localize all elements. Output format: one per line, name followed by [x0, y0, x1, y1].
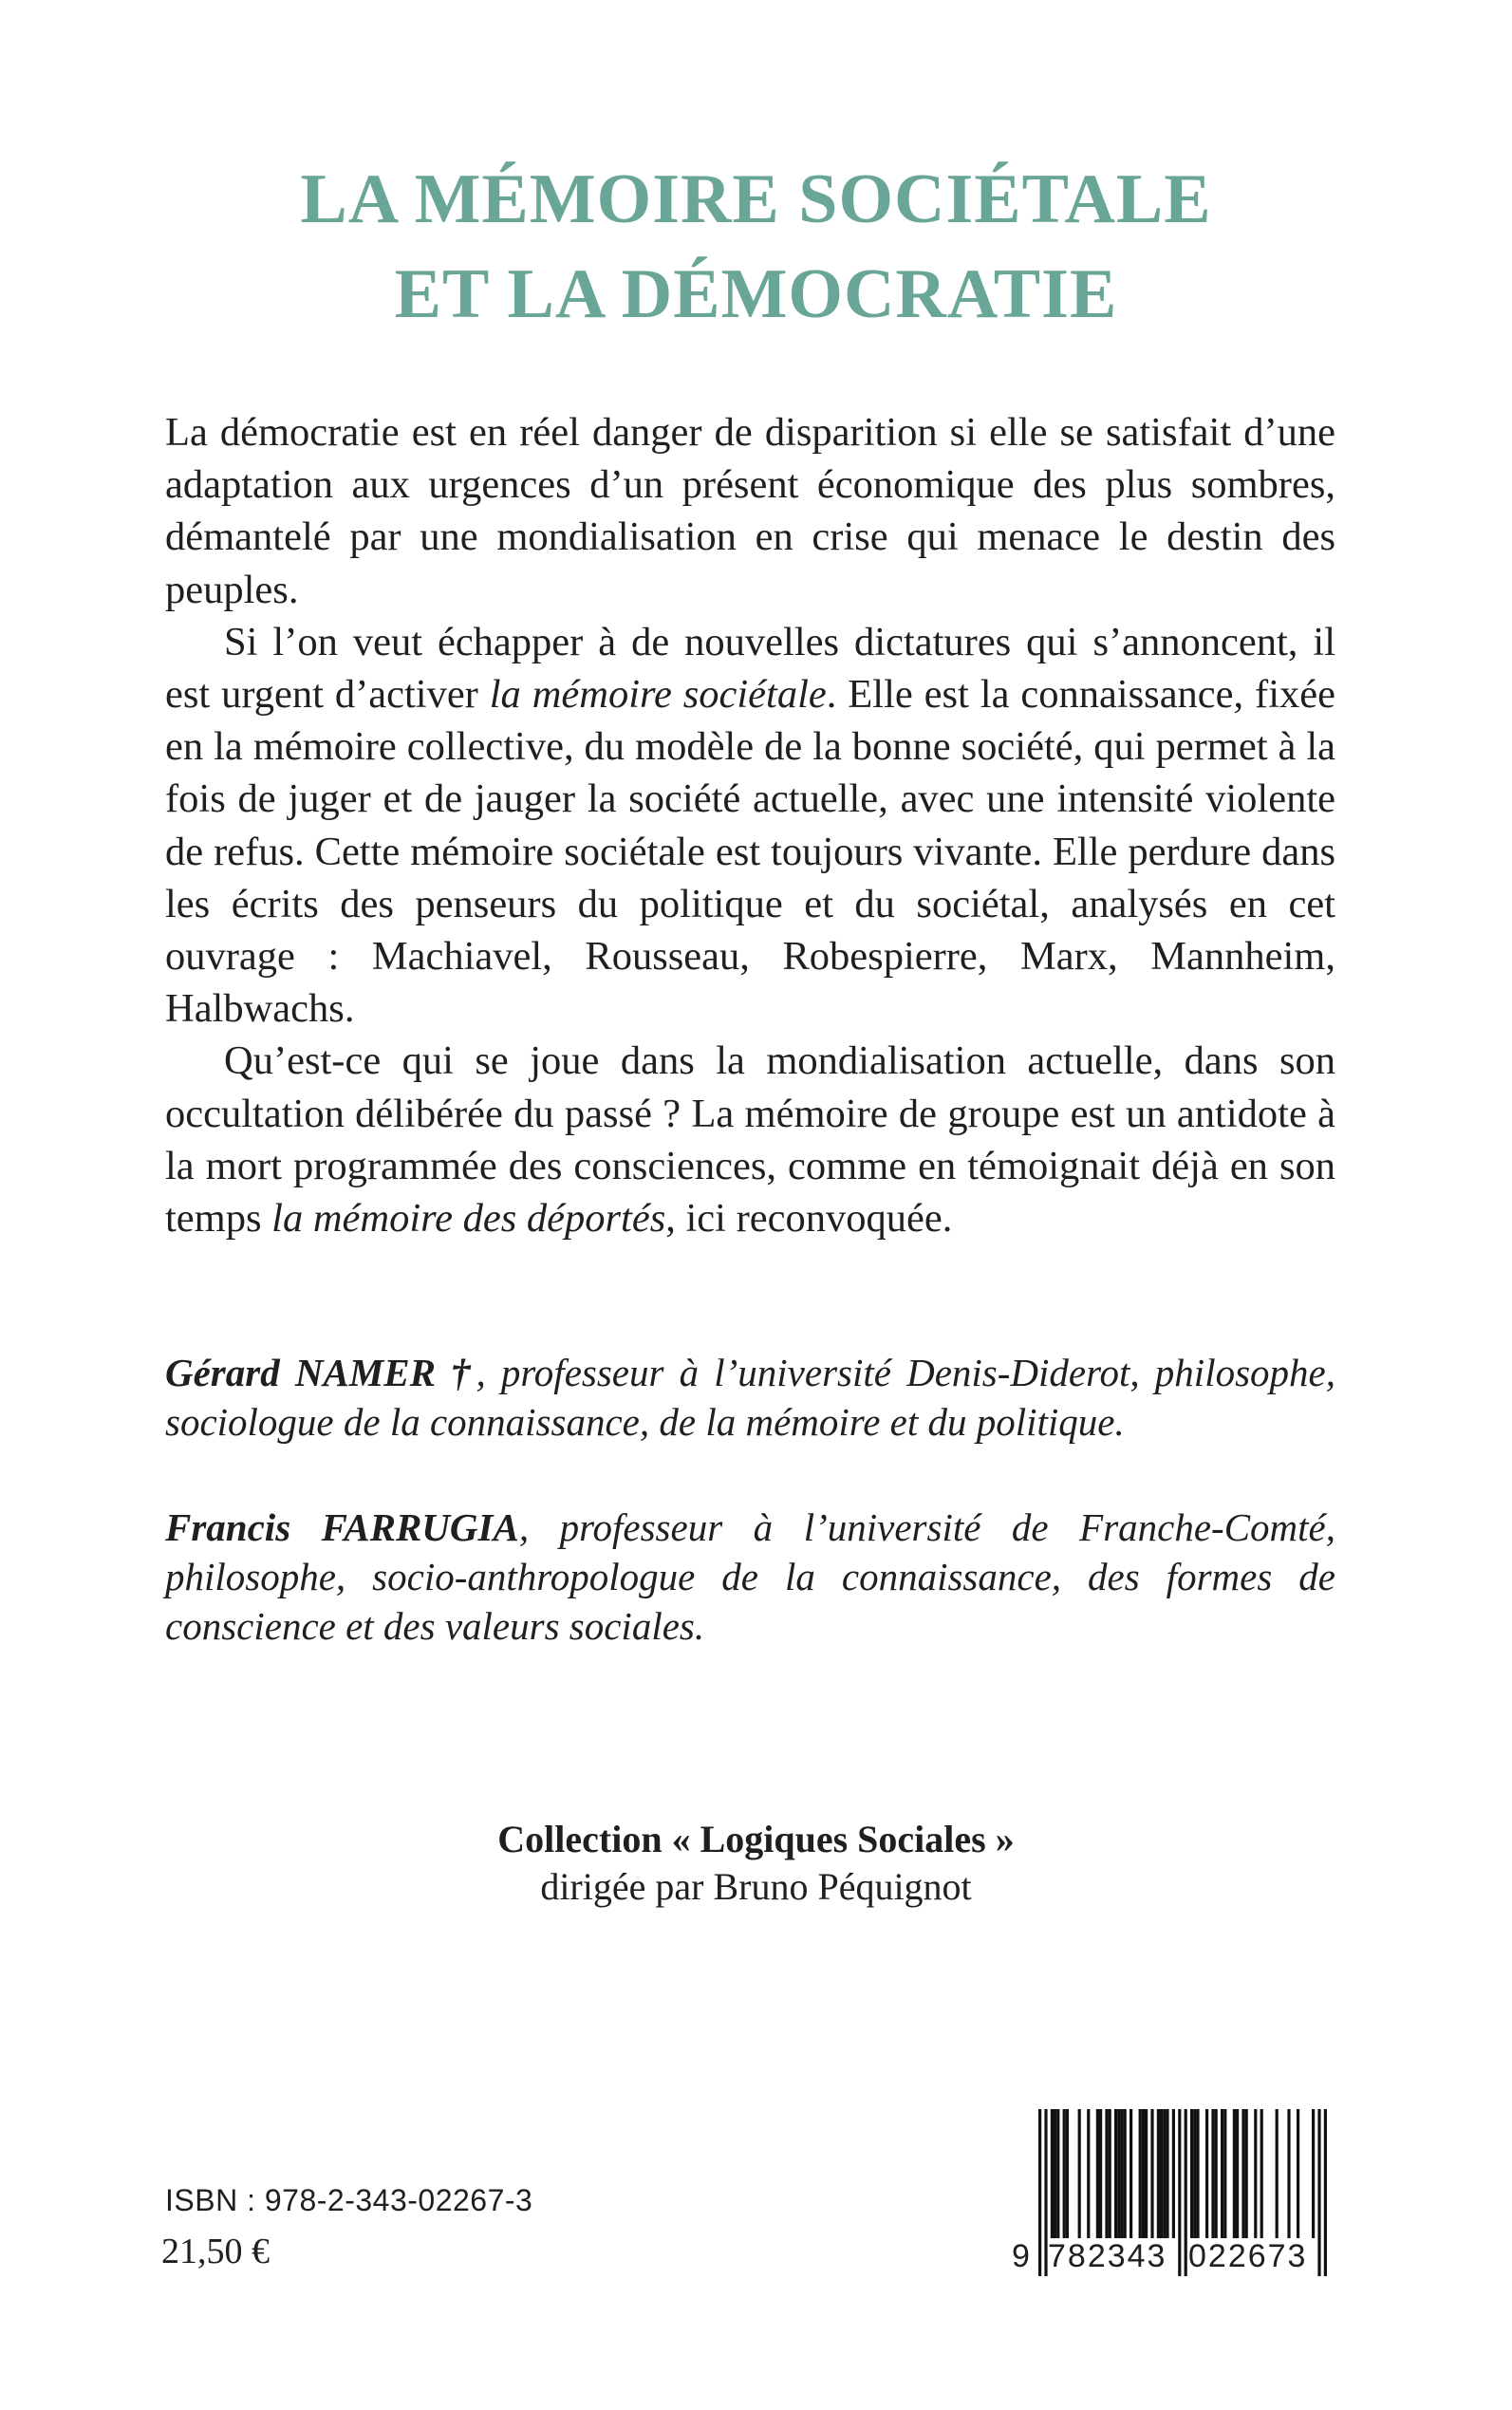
barcode-bar [1120, 2109, 1123, 2238]
barcode-bar [1233, 2109, 1236, 2238]
barcode-bar [1276, 2109, 1279, 2238]
barcode-bar [1215, 2109, 1218, 2238]
barcode-bar [1163, 2109, 1166, 2238]
author-description: , professeur à l’université de Franche-Comté, philosophe, socio-anthropologue de la connaissance, des formes de conscience et des valeurs sociales. [165, 1505, 1335, 1648]
barcode-bar [1087, 2109, 1090, 2238]
barcode-bar [1114, 2109, 1117, 2238]
barcode-bar [1063, 2109, 1066, 2238]
price: 21,50 € [161, 2232, 270, 2271]
barcode-bar [1038, 2109, 1041, 2276]
author-bio-namer [165, 1348, 1335, 1447]
barcode-bar [1129, 2109, 1132, 2238]
barcode-bar [1150, 2109, 1153, 2238]
barcode-bar [1066, 2109, 1069, 2238]
barcode-bar [1317, 2109, 1320, 2276]
barcode-bar [1236, 2109, 1239, 2238]
barcode-bar [1109, 2109, 1111, 2238]
barcode-bar [1056, 2109, 1059, 2238]
barcode-bar [1193, 2109, 1196, 2238]
collection-info [0, 1816, 1512, 1911]
barcode-bar [1099, 2109, 1102, 2238]
blurb-paragraph-2 [165, 616, 1335, 1036]
barcode-right-group: 022673 [1188, 2238, 1308, 2274]
barcode-bar [1241, 2109, 1244, 2238]
isbn: ISBN : 978-2-343-02267-3 [165, 2183, 533, 2217]
blurb-p3-emphasis: la mémoire des déportés [271, 1196, 666, 1242]
barcode-bar [1297, 2109, 1299, 2238]
blurb-p3-part-a: Qu’est-ce qui se joue dans la mondialisation actuelle, dans son occultation délibérée du passé ? La mémoire de groupe est un antidote à la mort programmée des consciences, comme en témoignait déjà en son temps [165, 1038, 1335, 1242]
barcode-bar [1139, 2109, 1142, 2238]
barcode-first-digit: 9 [1012, 2238, 1032, 2274]
barcode-bar [1166, 2109, 1168, 2238]
barcode-bar [1051, 2109, 1054, 2238]
barcode-bar [1054, 2109, 1056, 2238]
book-title [0, 152, 1512, 342]
barcode-bar [1185, 2109, 1187, 2276]
barcode-bar [1211, 2109, 1214, 2238]
blurb-paragraph-1: La démocratie est en réel danger de disparition si elle se satisfait d’une adaptation aux urgences d’un présent économique des plus sombres, démantelé par une mondialisation en crise qui menace le destin des peuples. [165, 410, 1335, 612]
author-name: Francis FARRUGIA [165, 1505, 519, 1549]
barcode-bar [1124, 2109, 1127, 2238]
barcode-bar [1117, 2109, 1120, 2238]
collection-director: dirigée par Bruno Péquignot [540, 1865, 972, 1908]
title-line-2: ET LA DÉMOCRATIE [394, 255, 1118, 333]
collection-name: Collection « Logiques Sociales » [497, 1818, 1015, 1860]
barcode-bar [1245, 2109, 1248, 2238]
barcode-bar [1157, 2109, 1160, 2238]
barcode-bar [1312, 2109, 1315, 2238]
barcode-bar [1223, 2109, 1226, 2238]
barcode-bar [1196, 2109, 1199, 2238]
author-description: , professeur à l’université Denis-Diderot, philosophe, sociologue de la connaissance, de la mémoire et du politique. [165, 1351, 1335, 1444]
author-bio-farrugia [165, 1503, 1335, 1651]
barcode-bar [1096, 2109, 1099, 2238]
blurb [165, 406, 1335, 1244]
barcode-bar [1145, 2109, 1148, 2238]
barcode-bar [1160, 2109, 1163, 2238]
blurb-paragraph-3 [165, 1035, 1335, 1244]
barcode-bar [1254, 2109, 1257, 2238]
blurb-p2-part-b: . Elle est la connaissance, fixée en la mémoire collective, du modèle de la bonne société, qui permet à la fois de juger et de jauger la société actuelle, avec une intensité violente de refus. Cette mémoire sociétale est toujours vivante. Elle perdure dans les écrits des penseurs du politique et du sociétal, analysés en cet ouvrage : Machiavel, Rousseau, Robespierre, Marx, Mannheim, Halbwachs. [165, 672, 1335, 1032]
barcode-bar [1287, 2109, 1290, 2238]
barcode-bar [1105, 2109, 1108, 2238]
barcode-bar [1178, 2109, 1181, 2276]
barcode-left-group: 782343 [1048, 2238, 1167, 2274]
barcode-bar [1190, 2109, 1193, 2238]
barcode-bar [1078, 2109, 1081, 2238]
author-name: Gérard NAMER † [165, 1351, 476, 1394]
blurb-p2-part-a: Si l’on veut échapper à de nouvelles dictatures qui s’annoncent, il est urgent d’activer [165, 619, 1335, 718]
blurb-p3-part-b: , ici reconvoquée. [665, 1196, 953, 1242]
barcode-bar [1205, 2109, 1208, 2238]
barcode-bar [1142, 2109, 1145, 2238]
barcode-bar [1260, 2109, 1263, 2238]
barcode-bar [1172, 2109, 1175, 2238]
title-line-1: LA MÉMOIRE SOCIÉTALE [300, 160, 1212, 238]
barcode-bar [1221, 2109, 1223, 2238]
blurb-p2-emphasis: la mémoire sociétale [489, 672, 827, 718]
barcode-bar [1324, 2109, 1327, 2276]
